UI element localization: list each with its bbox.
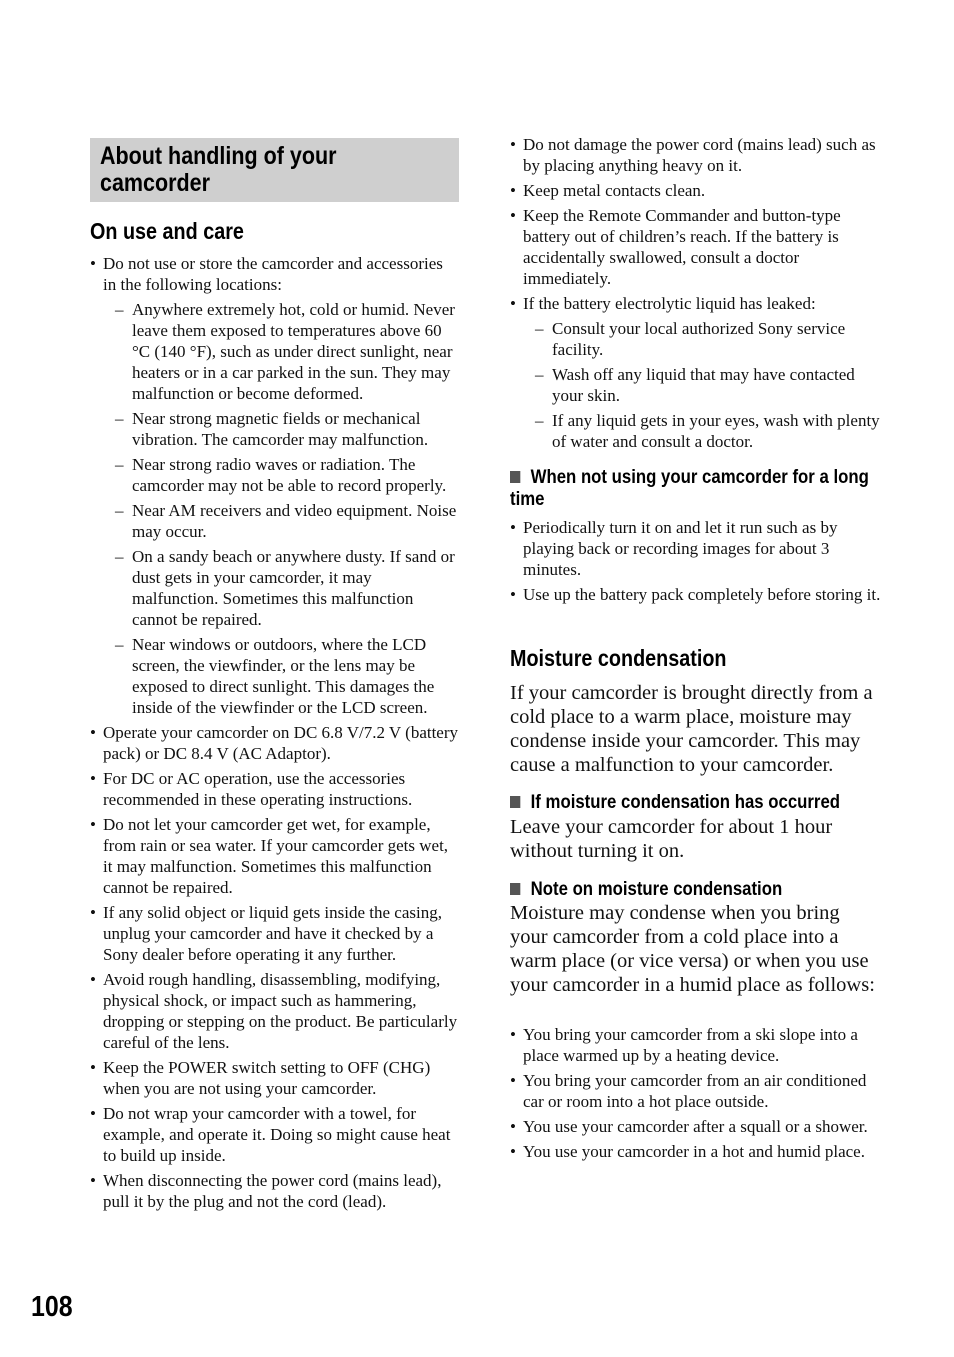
list-item: – Near strong radio waves or radiation. The camcorder may not be able to record properly. xyxy=(103,454,460,496)
list-item: • If the battery electrolytic liquid has leaked: – Consult your local authorized Sony service facility. – Wash off any liquid that may have contacted your skin. – If any liquid gets in your eyes, wash with plenty of water and consult a doctor. xyxy=(510,293,882,452)
not-using-heading: When not using your camcorder for a long time xyxy=(510,466,869,510)
list-item: • Keep metal contacts clean. xyxy=(510,180,882,201)
square-bullet-icon xyxy=(510,883,520,895)
right-column-text xyxy=(510,134,882,456)
list-item: • Avoid rough handling, disassembling, modifying, physical shock, or impact such as hammering, dropping or stepping on the product. Be particularly careful of the lens. xyxy=(90,969,460,1053)
left-column-text xyxy=(90,253,460,1216)
list-item: • Periodically turn it on and let it run such as by playing back or recording images for about 3 minutes. xyxy=(510,517,882,580)
list-item: • Do not use or store the camcorder and accessories in the following locations: – Anywhere extremely hot, cold or humid. Never leave them exposed to temperatures above 60 °C (140 °F), such as under direct sunlight, near heaters or in a car parked in the sun. They may malfunction or become deformed. – Near strong magnetic fields or mechanical vibration. The camcorder may malfunction. – Near strong radio waves or radiation. The camcorder may not be able to record properly. – Near AM receivers and video equipment. Noise may occur. – On a sandy beach or anywhere dusty. If sand or dust gets in your camcorder, it may malfunction. Sometimes this malfunction cannot be repaired. – Near windows or outdoors, where the LCD screen, the viewfinder, or the lens may be exposed to direct sunlight. This damages the inside of the viewfinder or the LCD screen. xyxy=(90,253,460,718)
list-item: • For DC or AC operation, use the accessories recommended in these operating instructions. xyxy=(90,768,460,810)
moisture-note-list xyxy=(510,1024,884,1162)
list-item: • If any solid object or liquid gets inside the casing, unplug your camcorder and have it checked by a Sony dealer before operating it any further. xyxy=(90,902,460,965)
square-bullet-icon xyxy=(510,471,520,483)
condensation-occurred-heading: If moisture condensation has occurred xyxy=(510,791,880,813)
list-item: • Keep the Remote Commander and button-type battery out of children’s reach. If the battery is accidentally swallowed, consult a doctor immediately. xyxy=(510,205,882,289)
list-item: – Wash off any liquid that may have contacted your skin. xyxy=(523,364,882,406)
list-item: – Near strong magnetic fields or mechanical vibration. The camcorder may malfunction. xyxy=(103,408,460,450)
on-use-and-care-heading: On use and care xyxy=(90,218,244,244)
not-using-list xyxy=(510,517,882,605)
list-item: • You bring your camcorder from a ski slope into a place warmed up by a heating device. xyxy=(510,1024,884,1066)
list-item: • You use your camcorder in a hot and humid place. xyxy=(510,1141,884,1162)
list-item: – Consult your local authorized Sony service facility. xyxy=(523,318,882,360)
list-item: – Anywhere extremely hot, cold or humid. Never leave them exposed to temperatures above 60 °C (140 °F), such as under direct sunlight, near heaters or in a car parked in the sun. They may malfunction or become deformed. xyxy=(103,299,460,404)
list-item: – If any liquid gets in your eyes, wash with plenty of water and consult a doctor. xyxy=(523,410,882,452)
list-item: • When disconnecting the power cord (mains lead), pull it by the plug and not the cord (lead). xyxy=(90,1170,460,1212)
moisture-note-text: Moisture may condense when you bring your camcorder from a cold place into a warm place (or vice versa) or when you use your camcorder in a humid place as follows: xyxy=(510,902,875,996)
list-item: • Do not let your camcorder get wet, for example, from rain or sea water. If your camcorder gets wet, it may malfunction. Sometimes this malfunction cannot be repaired. xyxy=(90,814,460,898)
leak-steps-list xyxy=(523,318,882,452)
moisture-note-heading: Note on moisture condensation xyxy=(510,878,880,900)
care-bullet-list-continued xyxy=(510,134,882,452)
locations-list xyxy=(103,299,460,718)
list-item: • Use up the battery pack completely before storing it. xyxy=(510,584,882,605)
list-item: – On a sandy beach or anywhere dusty. If sand or dust gets in your camcorder, it may malfunction. Sometimes this malfunction cannot be repaired. xyxy=(103,546,460,630)
list-item: • Operate your camcorder on DC 6.8 V/7.2 V (battery pack) or DC 8.4 V (AC Adaptor). xyxy=(90,722,460,764)
list-item: • Keep the POWER switch setting to OFF (CHG) when you are not using your camcorder. xyxy=(90,1057,460,1099)
list-item: • You use your camcorder after a squall or a shower. xyxy=(510,1116,884,1137)
not-using-text xyxy=(510,517,882,609)
moisture-note-list-wrap xyxy=(510,1024,884,1166)
list-item: • Do not wrap your camcorder with a towel, for example, and operate it. Doing so might cause heat to build up inside. xyxy=(90,1103,460,1166)
list-item: – Near AM receivers and video equipment. Noise may occur. xyxy=(103,500,460,542)
square-bullet-icon xyxy=(510,796,520,808)
moisture-heading: Moisture condensation xyxy=(510,645,727,671)
care-bullet-list xyxy=(90,253,460,1212)
list-item: – Near windows or outdoors, where the LCD screen, the viewfinder, or the lens may be exposed to direct sunlight. This damages the inside of the viewfinder or the LCD screen. xyxy=(103,634,460,718)
list-item: • Do not damage the power cord (mains lead) such as by placing anything heavy on it. xyxy=(510,134,882,176)
page-number: 108 xyxy=(31,1291,73,1323)
moisture-intro: If your camcorder is brought directly from a cold place to a warm place, moisture may condense inside your camcorder. This may cause a malfunction to your camcorder. xyxy=(510,682,873,776)
condensation-occurred-text: Leave your camcorder for about 1 hour without turning it on. xyxy=(510,816,833,862)
section-title: About handling of your camcorder xyxy=(100,142,337,197)
section-header-box xyxy=(90,138,459,202)
list-item: • You bring your camcorder from an air conditioned car or room into a hot place outside. xyxy=(510,1070,884,1112)
